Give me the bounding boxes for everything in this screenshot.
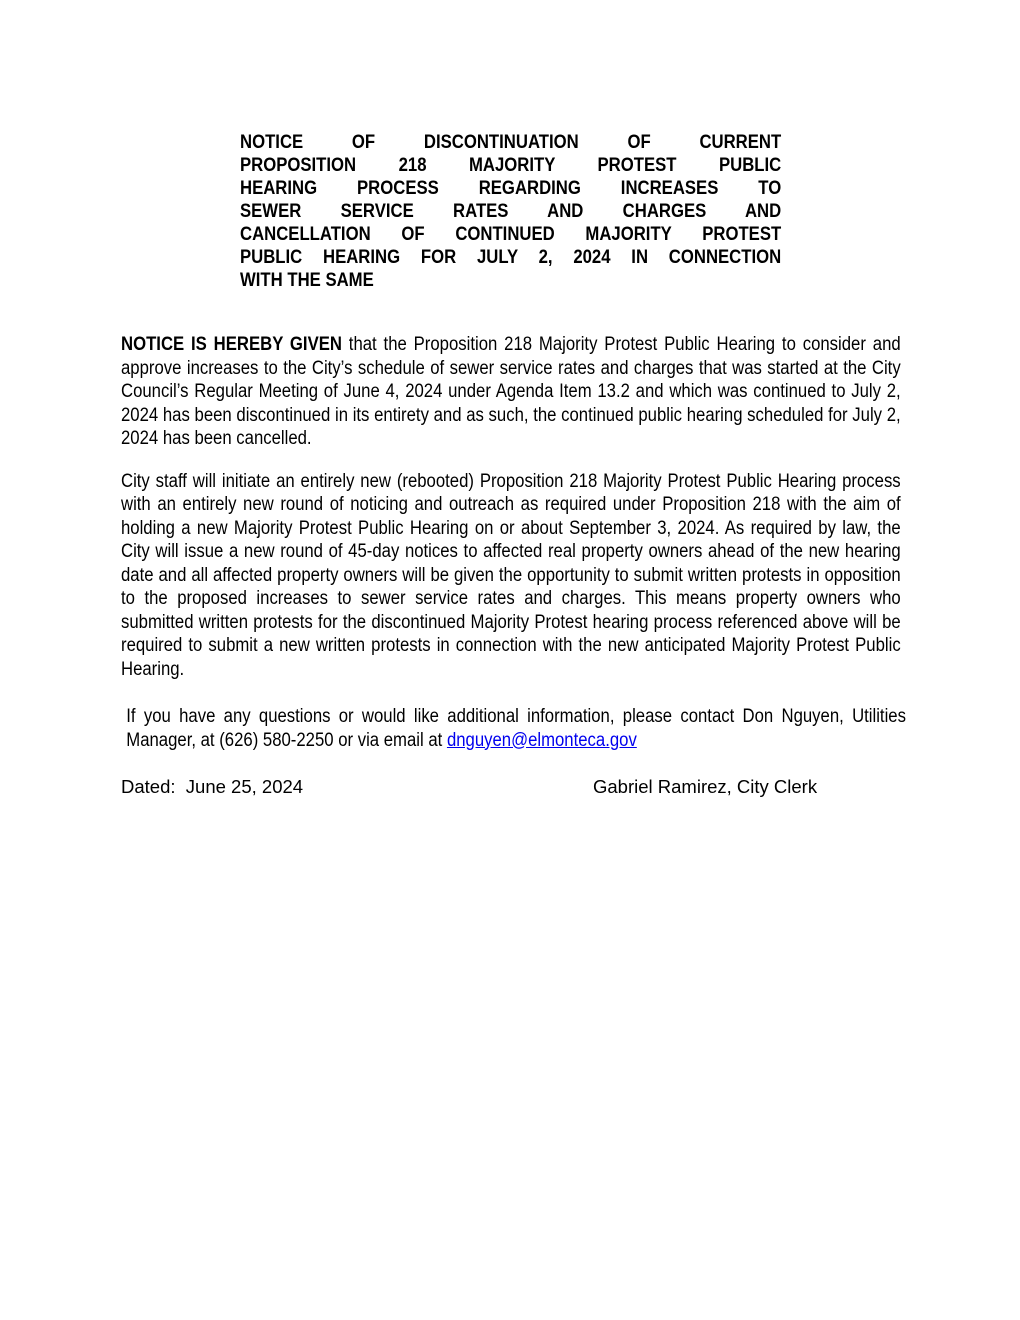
dated-signature-row [121,775,901,799]
paragraph-body-text: that the Proposition 218 Majority Protest Public Hearing to consider and approve increases to the City’s schedule of sewer service rates and charges that was started at the City Council’s Regular Meeting of June 4, 2024 under Agenda Item 13.2 and which was continued to July 2, 2024 has been discontinued in its entirety and as such, the continued public hearing scheduled for July 2, 2024 has been cancelled. [121,334,901,449]
notice-title-line: CANCELLATION OF CONTINUED MAJORITY PROTEST [240,224,782,245]
paragraph-new-process: City staff will initiate an entirely new (rebooted) Proposition 218 Majority Protest Public Hearing process with an entirely new round of noticing and outreach as required under Proposition 218 with the aim of holding a new Majority Protest Public Hearing on or about September 3, 2024. As required by law, the City will issue a new round of 45-day notices to affected real property owners ahead of the new hearing date and all affected property owners will be given the opportunity to submit written protests in opposition to the proposed increases to sewer service rates and charges. This means property owners who submitted written protests for the discontinued Majority Protest hearing process referenced above will be required to submit a new written protests in connection with the new anticipated Majority Protest Public Hearing. [121,470,901,680]
contact-text: If you have any questions or would like additional information, please contact Don Nguyen, Utilities Manager, at (626) 580-2250 or via email at [126,706,906,751]
email-link[interactable]: dnguyen@elmonteca.gov [446,729,637,751]
notice-title-line: PUBLIC HEARING FOR JULY 2, 2024 IN CONNECTION [240,247,782,268]
city-clerk-signature: Gabriel Ramirez, City Clerk [593,776,818,797]
notice-title-line: PROPOSITION 218 MAJORITY PROTEST PUBLIC [240,155,782,176]
notice-title-line: HEARING PROCESS REGARDING INCREASES TO [240,178,782,199]
dated-label: Dated: June 25, 2024 [121,776,304,797]
notice-title-line: SEWER SERVICE RATES AND CHARGES AND [240,201,782,222]
notice-title [240,131,781,292]
notice-title-line: NOTICE OF DISCONTINUATION OF CURRENT [240,132,782,153]
paragraph-contact [121,705,906,752]
notice-title-line: WITH THE SAME [240,270,374,291]
paragraph-lead-bold: NOTICE IS HEREBY GIVEN [121,334,342,355]
document-content [121,131,906,799]
paragraph-notice-given [121,333,901,451]
